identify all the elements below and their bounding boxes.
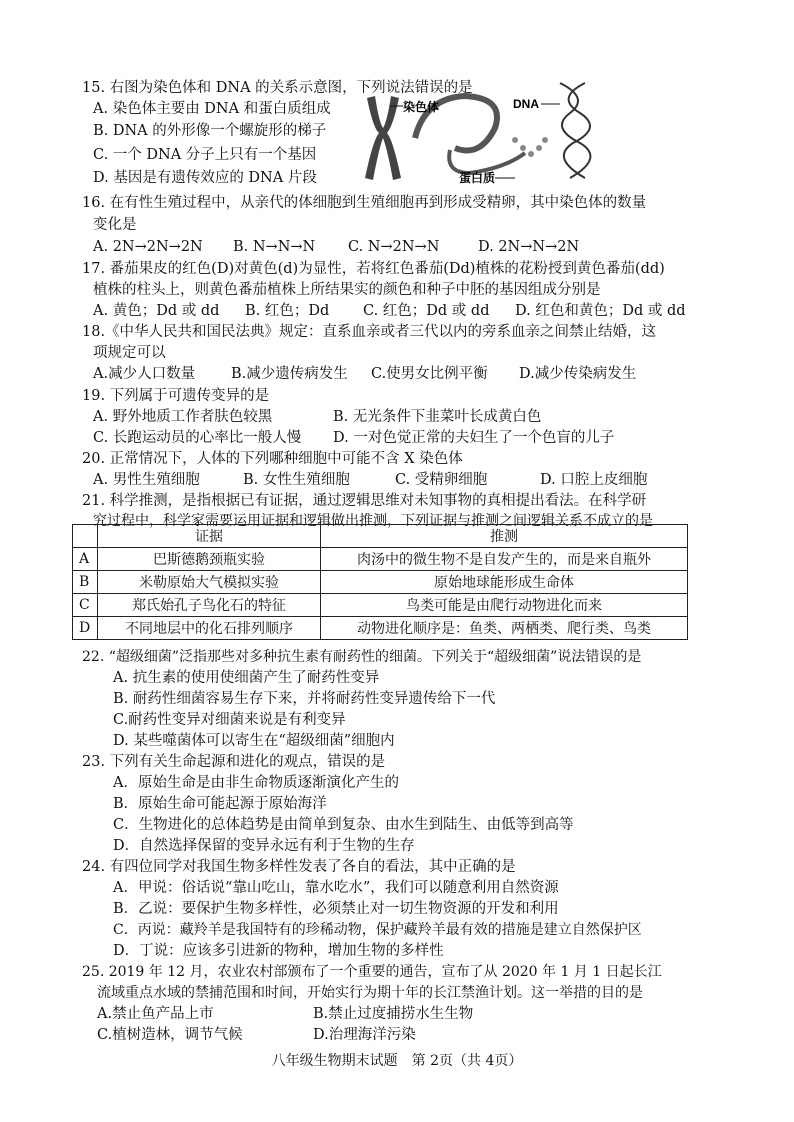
chromosome-shape [365, 96, 401, 180]
q25-option-a: A.禁止鱼产品上市 [97, 1006, 214, 1022]
q19-option-a: A. 野外地质工作者肤色较黑 [93, 409, 273, 425]
q18-stem-line2: 项规定可以 [93, 345, 166, 361]
q16-option-c: C. N→2N→N [348, 239, 440, 255]
q22-option-c: C.耐药性变异对细菌来说是有利变异 [113, 712, 346, 728]
q15-stem: 15. 右图为染色体和 DNA 的关系示意图，下列说法错误的是 [82, 80, 473, 96]
q25-options-row1 [97, 1004, 473, 1024]
q25-stem-line2: 流域重点水域的禁捕范围和时间，开始实行为期十年的长江禁渔计划。这一举措的目的是 [97, 985, 643, 1001]
q17-stem-line1: 17. 番茄果皮的红色(D)对黄色(d)为显性，若将红色番茄(Dd)植株的花粉授到黄色番茄(dd) [82, 261, 665, 277]
q24-option-b: B．乙说：要保护生物多样性，必须禁止对一切生物资源的开发和利用 [113, 901, 559, 917]
q17-option-d: D. 红色和黄色；Dd 或 dd [515, 303, 686, 319]
q18-stem-line1: 18.《中华人民共和国民法典》规定：直系血亲或者三代以内的旁系血亲之间禁止结婚，这 [82, 324, 657, 340]
header-evidence: 证据 [98, 525, 321, 548]
q16-option-a: A. 2N→2N→2N [93, 239, 203, 255]
q25-stem-line1: 25. 2019 年 12 月，农业农村部颁布了一个重要的通告，宣布了从 2020 年 1 月 1 日起长江 [82, 964, 662, 980]
q22-option-d: D. 某些噬菌体可以寄生在“超级细菌”细胞内 [113, 733, 395, 749]
q24-option-d: D．丁说：应该多引进新的物种，增加生物的多样性 [113, 943, 444, 959]
table-row [73, 617, 688, 640]
row-letter: A [73, 548, 98, 571]
q19-stem: 19. 下列属于可遗传变异的是 [82, 388, 270, 404]
q19-option-c: C. 长跑运动员的心率比一般人慢 [93, 430, 302, 446]
row-inference: 原始地球能形成生命体 [321, 571, 688, 594]
q21-stem-line2: 究过程中，科学家需要运用证据和逻辑做出推测，下列证据与推测之间逻辑关系不成立的是 [93, 513, 653, 529]
q22-stem: 22. “超级细菌”泛指那些对多种抗生素有耐药性的细菌。下列关于“超级细菌”说法错误的是 [82, 649, 642, 665]
q18-option-a: A.减少人口数量 [93, 366, 196, 382]
q16-stem-line2: 变化是 [93, 217, 137, 233]
q18-option-d: D.减少传染病发生 [519, 366, 637, 382]
table-row [73, 594, 688, 617]
page-footer: 八年级生物期末试题 第 2页（共 4页） [271, 1053, 523, 1069]
q24-option-a: A．甲说：俗话说“靠山吃山，靠水吃水”，我们可以随意利用自然资源 [113, 880, 559, 896]
row-evidence: 郑氏始孔子鸟化石的特征 [98, 594, 321, 617]
chromosome-dna-diagram [355, 78, 610, 190]
q23-option-d: D．自然选择保留的变异永远有利于生物的生存 [113, 838, 415, 854]
row-inference: 鸟类可能是由爬行动物进化而来 [321, 594, 688, 617]
chromosome-label: 染色体 [403, 100, 440, 114]
q24-option-c: C．丙说：藏羚羊是我国特有的珍稀动物，保护藏羚羊最有效的措施是建立自然保护区 [113, 922, 642, 938]
row-evidence: 米勒原始大气模拟实验 [98, 571, 321, 594]
q22-option-b: B. 耐药性细菌容易生存下来，并将耐药性变异遗传给下一代 [113, 691, 496, 707]
row-evidence: 巴斯德鹅颈瓶实验 [98, 548, 321, 571]
q21-evidence-table [72, 524, 688, 640]
row-inference: 肉汤中的微生物不是自发产生的，而是来自瓶外 [321, 548, 688, 571]
q23-stem: 23. 下列有关生命起源和进化的观点，错误的是 [82, 754, 386, 770]
q20-option-a: A. 男性生殖细胞 [93, 472, 200, 488]
q17-option-a: A. 黄色；Dd 或 dd [93, 303, 220, 319]
q16-option-d: D. 2N→N→2N [478, 239, 580, 255]
q17-option-b: B. 红色；Dd [245, 303, 330, 319]
q20-option-c: C. 受精卵细胞 [395, 472, 488, 488]
q25-option-c: C.植树造林，调节气候 [97, 1027, 243, 1043]
row-letter: B [73, 571, 98, 594]
q25-option-d: D.治理海洋污染 [313, 1027, 416, 1043]
table-row [73, 548, 688, 571]
q23-option-b: B．原始生命可能起源于原始海洋 [113, 796, 327, 812]
header-inference: 推测 [321, 525, 688, 548]
q16-option-b: B. N→N→N [233, 239, 316, 255]
q17-options [93, 301, 686, 321]
q21-stem-line1: 21. 科学推测，是指根据已有证据，通过逻辑思维对未知事物的真相提出看法。在科学研 [82, 493, 647, 509]
q20-option-d: D. 口腔上皮细胞 [540, 472, 648, 488]
q25-option-b: B.禁止过度捕捞水生生物 [313, 1006, 474, 1022]
row-letter: C [73, 594, 98, 617]
dna-double-helix [560, 83, 590, 178]
protein-beads [512, 137, 548, 157]
q19-options-row1 [93, 407, 541, 427]
q19-options-row2 [93, 428, 614, 448]
q19-option-b: B. 无光条件下韭菜叶长成黄白色 [333, 409, 542, 425]
q18-option-c: C.使男女比例平衡 [371, 366, 488, 382]
row-evidence: 不同地层中的化石排列顺序 [98, 617, 321, 640]
q17-option-c: C. 红色；Dd 或 dd [363, 303, 490, 319]
q22-option-a: A. 抗生素的使用使细菌产生了耐药性变异 [113, 670, 380, 686]
q20-options [93, 470, 647, 490]
row-inference: 动物进化顺序是：鱼类、两栖类、爬行类、鸟类 [321, 617, 688, 640]
q18-options [93, 364, 636, 384]
q15-option-b: B. DNA 的外形像一个螺旋形的梯子 [93, 123, 327, 139]
q25-options-row2 [97, 1025, 416, 1045]
q16-stem-line1: 16. 在有性生殖过程中，从亲代的体细胞到生殖细胞再到形成受精卵，其中染色体的数量 [82, 195, 647, 211]
q23-option-a: A．原始生命是由非生命物质逐渐演化产生的 [113, 775, 399, 791]
q15-option-d: D. 基因是有遗传效应的 DNA 片段 [93, 170, 317, 186]
table-header-row [73, 525, 688, 548]
q23-option-c: C．生物进化的总体趋势是由简单到复杂、由水生到陆生、由低等到高等 [113, 817, 574, 833]
q16-options [93, 237, 579, 257]
q20-stem: 20. 正常情况下，人体的下列哪种细胞中可能不含 X 染色体 [82, 451, 463, 467]
q20-option-b: B. 女性生殖细胞 [243, 472, 350, 488]
q15-option-a: A. 染色体主要由 DNA 和蛋白质组成 [93, 101, 331, 117]
q18-option-b: B.减少遗传病发生 [231, 366, 348, 382]
q17-stem-line2: 植株的柱头上，则黄色番茄植株上所结果实的颜色和种子中胚的基因组成分别是 [93, 282, 601, 298]
q19-option-d: D. 一对色觉正常的夫妇生了一个色盲的儿子 [333, 430, 615, 446]
dna-label: DNA [513, 97, 539, 111]
table-row [73, 571, 688, 594]
q15-option-c: C. 一个 DNA 分子上只有一个基因 [93, 147, 317, 163]
protein-label: 蛋白质 [459, 171, 496, 185]
q24-stem: 24. 有四位同学对我国生物多样性发表了各自的看法，其中正确的是 [82, 859, 516, 875]
row-letter: D [73, 617, 98, 640]
